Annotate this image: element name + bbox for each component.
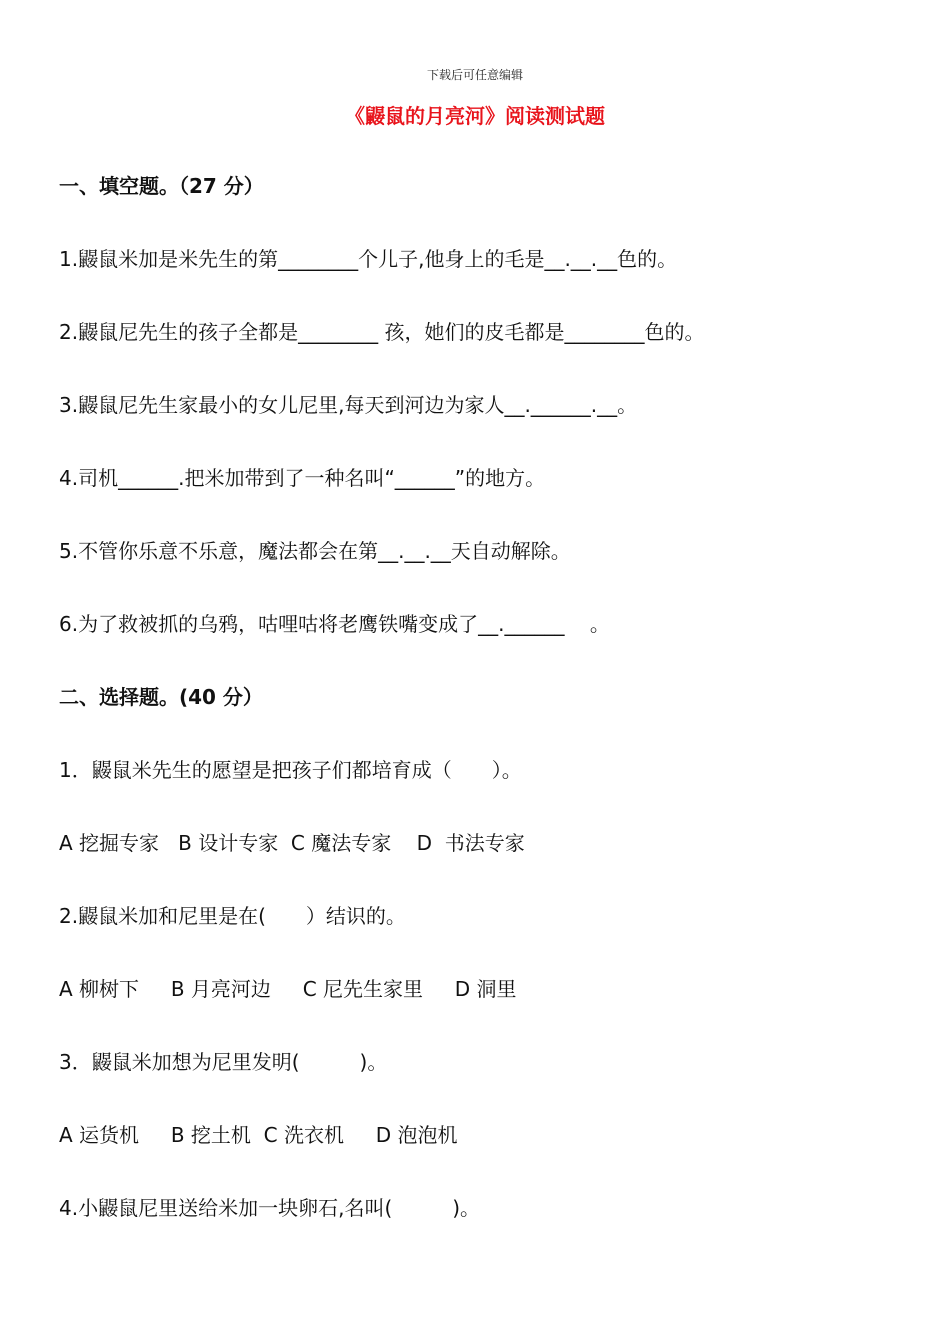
choice-question-1: 1．鼹鼠米先生的愿望是把孩子们都培育成（ ）。 — [59, 758, 522, 782]
choice-options-2: A 柳树下 B 月亮河边 C 尼先生家里 D 洞里 — [59, 977, 517, 1001]
fill-question-1: 1.鼹鼠米加是米先生的第________个儿子,他身上的毛是__.__.__色的。 — [59, 247, 678, 271]
fill-question-2: 2.鼹鼠尼先生的孩子全都是________ 孩，她们的皮毛都是________色的。 — [59, 320, 705, 344]
fill-question-3: 3.鼹鼠尼先生家最小的女儿尼里,每天到河边为家人__.______.__。 — [59, 393, 638, 417]
choice-question-4: 4.小鼹鼠尼里送给米加一块卵石,名叫( )。 — [59, 1196, 481, 1220]
choice-options-1: A 挖掘专家 B 设计专家 C 魔法专家 D 书法专家 — [59, 831, 525, 855]
fill-question-6: 6.为了救被抓的乌鸦，咕哩咕将老鹰铁嘴变成了__.______ 。 — [59, 612, 610, 636]
fill-question-4: 4.司机______.把米加带到了一种名叫“______”的地方。 — [59, 466, 546, 490]
choice-question-3: 3．鼹鼠米加想为尼里发明( )。 — [59, 1050, 388, 1074]
page-header: 下载后可任意编辑 — [426, 68, 523, 82]
page-title: 《鼹鼠的月亮河》阅读测试题 — [345, 104, 605, 128]
choice-question-2: 2.鼹鼠米加和尼里是在( ）结识的。 — [59, 904, 406, 928]
fill-question-5: 5.不管你乐意不乐意，魔法都会在第__.__.__天自动解除。 — [59, 539, 571, 563]
section-heading-choice: 二、选择题。(40 分） — [59, 685, 263, 709]
section-heading-fill-in: 一、填空题。（27 分） — [59, 174, 264, 198]
choice-options-3: A 运货机 B 挖土机 C 洗衣机 D 泡泡机 — [59, 1123, 458, 1147]
